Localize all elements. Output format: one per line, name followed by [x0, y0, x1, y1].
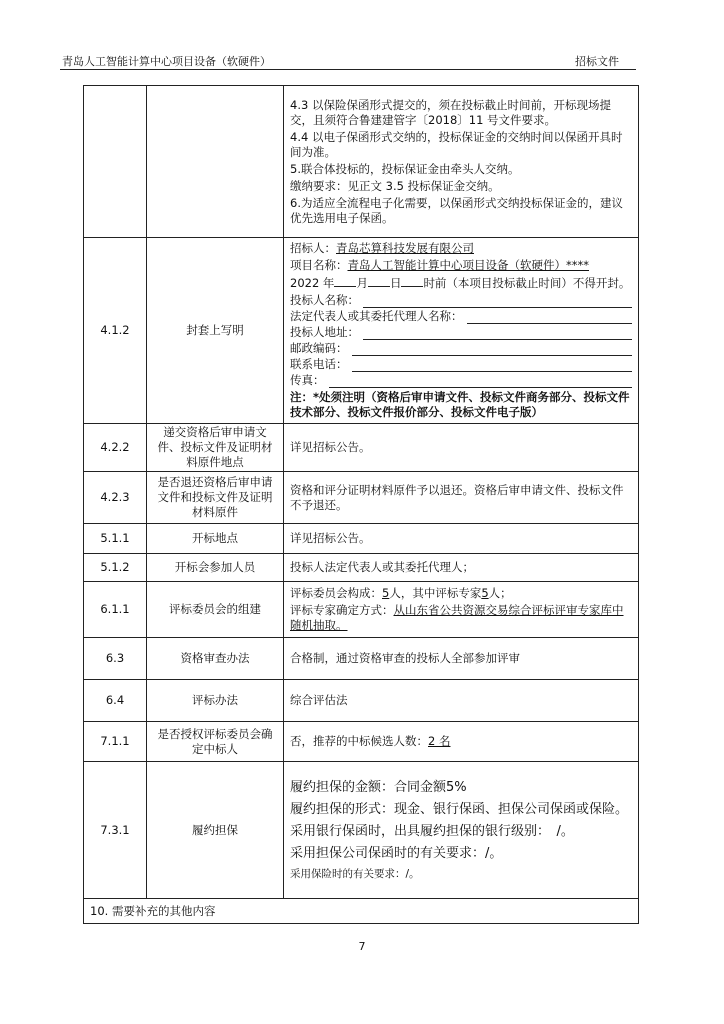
- clause-number: 6.3: [84, 638, 147, 680]
- page-number: 7: [358, 940, 366, 953]
- clause-number: 5.1.2: [84, 554, 147, 582]
- table-row: [84, 762, 639, 899]
- table-row: [84, 424, 639, 472]
- table-row: [84, 554, 639, 582]
- clause-content: 详见招标公告。: [284, 524, 639, 554]
- list-item: 采用保险时的有关要求：/。: [290, 867, 420, 880]
- clause-item: 是否退还资格后审申请文件和投标文件及证明材料原件: [147, 472, 284, 524]
- bidder-address-field: 投标人地址：: [290, 325, 632, 340]
- clause-number: 7.3.1: [84, 762, 147, 899]
- bid-data-table: [83, 85, 639, 924]
- list-item: 4.3 以保险保函形式提交的，须在投标截止时间前，开标现场提交，且须符合鲁建建管字〔2018〕11 号文件要求。: [290, 97, 611, 127]
- list-item: 履约担保的形式：现金、银行保函、担保公司保函或保险。: [290, 801, 629, 817]
- tenderer-name: 青岛芯算科技发展有限公司: [336, 241, 474, 255]
- clause-content: 综合评估法: [284, 680, 639, 722]
- clause-item: 封套上写明: [147, 238, 284, 424]
- clause-content: 投标人法定代表人或其委托代理人；: [284, 554, 639, 582]
- clause-content: 合格制，通过资格审查的投标人全部参加评审: [284, 638, 639, 680]
- header-doc-type: 招标文件: [575, 55, 619, 68]
- table-row: [84, 472, 639, 524]
- clause-content: 详见招标公告。: [284, 424, 639, 472]
- table-row: [84, 86, 639, 238]
- clause-item: 评标办法: [147, 680, 284, 722]
- table-row: [84, 524, 639, 554]
- deposit-notes: [284, 86, 639, 238]
- clause-item: 资格审查办法: [147, 638, 284, 680]
- table-row: [84, 899, 639, 924]
- table-row: [84, 638, 639, 680]
- list-item: 缴纳要求：见正文 3.5 投标保证金交纳。: [290, 178, 500, 193]
- postcode-field: 邮政编码：: [290, 341, 632, 356]
- envelope-content: 招标人：青岛芯算科技发展有限公司 项目名称：青岛人工智能计算中心项目设备（软硬件）**** 2022 年 月 日 时前（本项目投标截止时间）不得开封。 投标人名称： 法定代表人或其委托代理人名称： 投标人地址： 邮政编码： 联系电话： 传真： 注：*处须注明（资格后审申请文件、投标文件商务部分、投标文件技术部分、投标文件报价部分、投标文件电子版）: [284, 238, 639, 424]
- clause-item: 评标委员会的组建: [147, 582, 284, 638]
- header-title: 青岛人工智能计算中心项目设备（软硬件）: [62, 55, 271, 68]
- list-item: 采用银行保函时，出具履约担保的银行级别： /。: [290, 823, 574, 839]
- list-item: 履约担保的金额：合同金额5%: [290, 779, 467, 795]
- legal-rep-field: 法定代表人或其委托代理人名称：: [290, 309, 632, 324]
- bidder-name-field: 投标人名称：: [290, 293, 632, 308]
- list-item: 5.联合体投标的，投标保证金由牵头人交纳。: [290, 161, 520, 176]
- clause-content: 资格和评分证明材料原件予以退还。资格后审申请文件、投标文件不予退还。: [284, 472, 639, 524]
- list-item: 6.为适应全流程电子化需要，以保函形式交纳投标保证金的，建议优先选用电子保函。: [290, 195, 623, 225]
- clause-number: 4.1.2: [84, 238, 147, 424]
- clause-item: 开标会参加人员: [147, 554, 284, 582]
- other-content: 10. 需要补充的其他内容: [84, 899, 639, 924]
- header-divider: [60, 69, 636, 70]
- clause-item: 递交资格后审申请文件、投标文件及证明材料原件地点: [147, 424, 284, 472]
- clause-number: 4.2.2: [84, 424, 147, 472]
- table-row: [84, 582, 639, 638]
- clause-number: 5.1.1: [84, 524, 147, 554]
- clause-content: 否，推荐的中标候选人数：2 名: [284, 722, 639, 762]
- fax-field: 传真：: [290, 373, 632, 388]
- table-row: [84, 238, 639, 424]
- performance-guarantee-content: [284, 762, 639, 899]
- clause-item: 开标地点: [147, 524, 284, 554]
- envelope-note: 注：*处须注明（资格后审申请文件、投标文件商务部分、投标文件技术部分、投标文件报价部分、投标文件电子版）: [290, 390, 630, 419]
- project-name: 青岛人工智能计算中心项目设备（软硬件）****: [347, 258, 589, 272]
- table-row: [84, 680, 639, 722]
- clause-number: 7.1.1: [84, 722, 147, 762]
- clause-number: 6.4: [84, 680, 147, 722]
- clause-number: 4.2.3: [84, 472, 147, 524]
- list-item: 4.4 以电子保函形式交纳的，投标保证金的交纳时间以保函开具时间为准。: [290, 129, 623, 159]
- list-item: 采用担保公司保函时的有关要求：/。: [290, 845, 503, 861]
- phone-field: 联系电话：: [290, 357, 632, 372]
- clause-number: 6.1.1: [84, 582, 147, 638]
- clause-item: 是否授权评标委员会确定中标人: [147, 722, 284, 762]
- table-row: [84, 722, 639, 762]
- committee-content: 评标委员会构成：5人，其中评标专家5人； 评标专家确定方式：从山东省公共资源交易综合评标评审专家库中随机抽取。: [284, 582, 639, 638]
- clause-item: 履约担保: [147, 762, 284, 899]
